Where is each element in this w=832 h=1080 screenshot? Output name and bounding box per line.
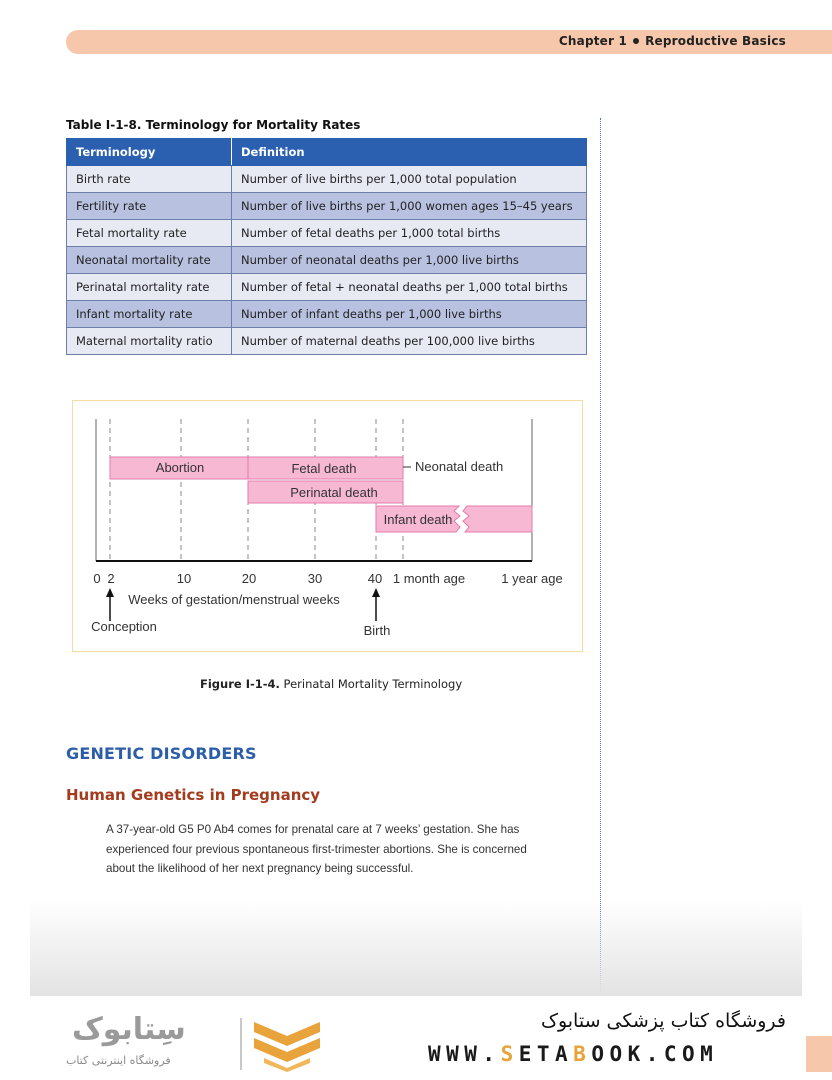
table-row — [67, 193, 587, 220]
mortality-terminology-table — [66, 138, 587, 355]
definition-cell: Number of neonatal deaths per 1,000 live births — [232, 247, 587, 274]
chapter-number: Chapter 1 — [558, 34, 628, 48]
url-part: ETA — [518, 1042, 574, 1066]
tick-label-10: 10 — [176, 571, 192, 586]
table-row — [67, 328, 587, 355]
section-heading: GENETIC DISORDERS — [66, 744, 257, 763]
case-vignette: A 37-year-old G5 P0 Ab4 comes for prenatal care at 7 weeks’ gestation. She has experienced four previous spontaneous first-trimester abortions. She is concerned about the likelihood of her next pregnancy being successful. — [106, 823, 527, 875]
store-url[interactable] — [428, 1042, 718, 1066]
birth-label: Birth — [363, 623, 391, 638]
definition-cell: Number of fetal + neonatal deaths per 1,000 total births — [232, 274, 587, 301]
chapter-title: Reproductive Basics — [645, 34, 786, 48]
fetal-death-label: Fetal death — [291, 461, 357, 476]
tick-label-20: 20 — [241, 571, 257, 586]
page-corner-tab — [806, 1036, 832, 1072]
table-title: Table I-1-8. Terminology for Mortality Rates — [66, 118, 361, 132]
tick-label-1-year: 1 year age — [501, 571, 563, 586]
bullet-icon — [633, 38, 639, 44]
term-cell: Perinatal mortality rate — [67, 274, 232, 301]
tick-label-40: 40 — [367, 571, 383, 586]
figure-caption-label: Figure I-1-4. — [200, 677, 280, 691]
store-banner — [0, 996, 832, 1080]
infant-death-label: Infant death — [383, 512, 453, 527]
chapter-header-band — [66, 30, 832, 54]
term-cell: Infant mortality rate — [67, 301, 232, 328]
table-row — [67, 247, 587, 274]
table-row — [67, 274, 587, 301]
url-accent-letter: S — [500, 1042, 519, 1066]
perinatal-death-label: Perinatal death — [290, 485, 378, 500]
infant-death-bar-right — [463, 506, 532, 532]
table-row — [67, 220, 587, 247]
axis-label: Weeks of gestation/menstrual weeks — [128, 592, 340, 607]
term-cell: Fertility rate — [67, 193, 232, 220]
url-part: WWW. — [428, 1042, 501, 1066]
definition-cell: Number of infant deaths per 1,000 live births — [232, 301, 587, 328]
figure-caption-text: Perinatal Mortality Terminology — [283, 677, 463, 691]
term-cell: Fetal mortality rate — [67, 220, 232, 247]
conception-arrowhead-icon — [106, 588, 114, 597]
definition-cell: Number of maternal deaths per 100,000 live births — [232, 328, 587, 355]
term-cell: Neonatal mortality rate — [67, 247, 232, 274]
column-header-definition: Definition — [232, 139, 587, 166]
page-bottom-shadow — [30, 900, 802, 996]
store-name: فروشگاه کتاب پزشکی ستابوک — [540, 1010, 786, 1032]
margin-divider — [600, 118, 601, 998]
tick-label-0: 0 — [93, 571, 101, 586]
timeline-diagram — [73, 401, 582, 651]
subsection-heading: Human Genetics in Pregnancy — [66, 786, 321, 804]
birth-arrowhead-icon — [372, 588, 380, 597]
table-row — [67, 301, 587, 328]
tick-label-30: 30 — [307, 571, 323, 586]
tick-label-2: 2 — [107, 571, 115, 586]
book-chevron-logo-icon — [250, 1016, 324, 1072]
running-header — [559, 34, 786, 48]
term-cell: Maternal mortality ratio — [67, 328, 232, 355]
logo-wordmark: سِتابوک — [72, 1012, 186, 1047]
definition-cell: Number of fetal deaths per 1,000 total births — [232, 220, 587, 247]
logo-divider — [240, 1018, 242, 1070]
perinatal-mortality-figure — [72, 400, 583, 652]
tick-label-1-month: 1 month age — [392, 571, 466, 586]
store-logo — [60, 1012, 250, 1076]
logo-tagline: فروشگاه اینترنتی کتاب — [66, 1054, 171, 1067]
term-cell: Birth rate — [67, 166, 232, 193]
table-header-row — [67, 139, 587, 166]
definition-cell: Number of live births per 1,000 total population — [232, 166, 587, 193]
definition-cell: Number of live births per 1,000 women ages 15–45 years — [232, 193, 587, 220]
url-accent-letter: B — [573, 1042, 592, 1066]
neonatal-death-label: Neonatal death — [415, 459, 504, 474]
conception-label: Conception — [91, 619, 157, 634]
url-part: OOK.COM — [591, 1042, 719, 1066]
figure-caption — [200, 677, 462, 691]
abortion-label: Abortion — [155, 460, 205, 475]
column-header-terminology: Terminology — [67, 139, 232, 166]
table-row — [67, 166, 587, 193]
